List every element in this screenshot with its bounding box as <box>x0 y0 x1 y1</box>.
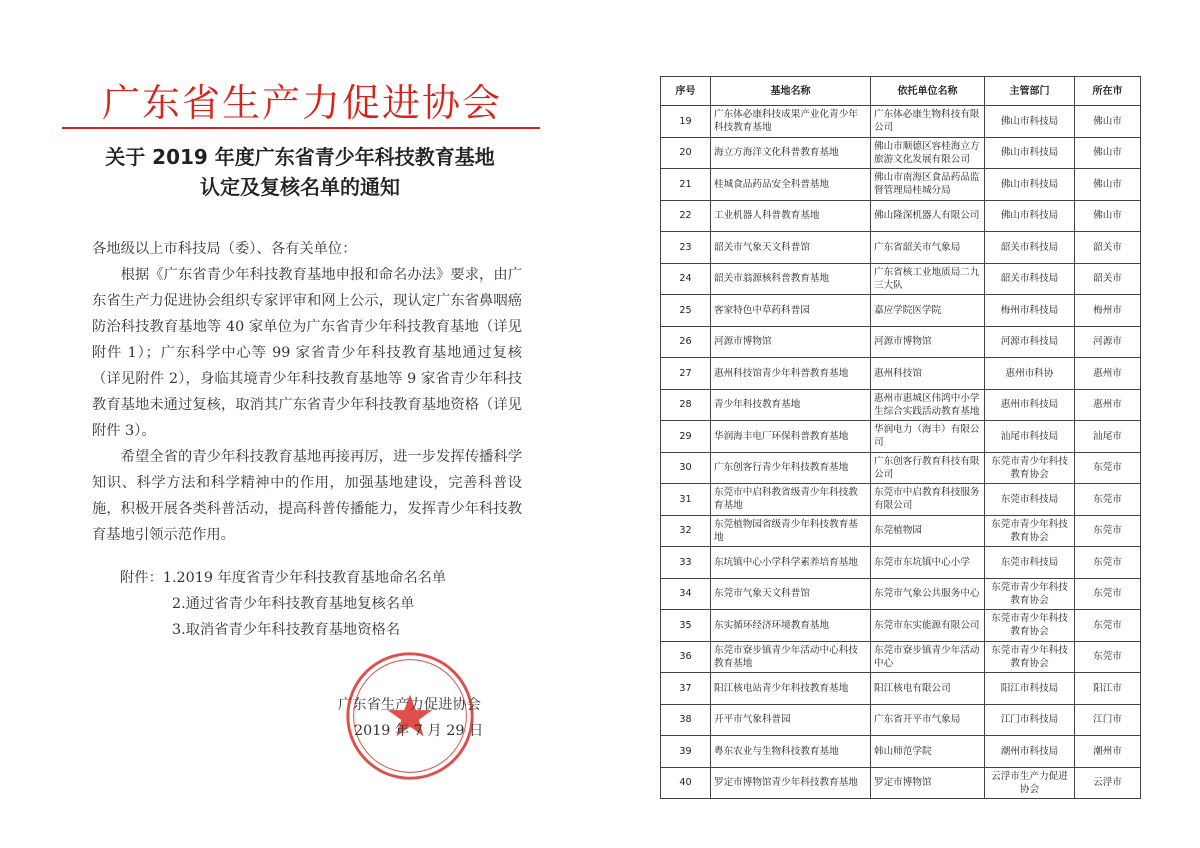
cell-city: 佛山市 <box>1075 169 1141 201</box>
base-list-table <box>660 76 1141 799</box>
cell-department: 江门市科技局 <box>985 704 1075 736</box>
cell-base-name: 韶关市气象天文科普馆 <box>711 232 871 264</box>
cell-host-unit: 佛山市顺德区容桂海立方旅游文化发展有限公司 <box>871 137 985 169</box>
table-row <box>661 263 1141 295</box>
cell-index: 40 <box>661 767 711 799</box>
cell-department: 潮州市科技局 <box>985 736 1075 768</box>
table-row <box>661 736 1141 768</box>
cell-department: 东莞市青少年科技教育协会 <box>985 610 1075 642</box>
cell-city: 韶关市 <box>1075 232 1141 264</box>
cell-index: 37 <box>661 673 711 705</box>
org-header: 广东省生产力促进协会 <box>101 81 502 125</box>
cell-host-unit: 华润电力（海丰）有限公司 <box>871 421 985 453</box>
cell-department: 东莞市青少年科技教育协会 <box>985 515 1075 547</box>
cell-city: 潮州市 <box>1075 736 1141 768</box>
cell-city: 阳江市 <box>1075 673 1141 705</box>
cell-city: 梅州市 <box>1075 295 1141 327</box>
cell-host-unit: 韩山师范学院 <box>871 736 985 768</box>
table-row <box>661 106 1141 138</box>
cell-base-name: 东莞市气象天文科普馆 <box>711 578 871 610</box>
table-row <box>661 673 1141 705</box>
cell-host-unit: 佛山隆深机器人有限公司 <box>871 200 985 232</box>
table-row <box>661 704 1141 736</box>
table-row <box>661 484 1141 516</box>
cell-index: 30 <box>661 452 711 484</box>
cell-city: 江门市 <box>1075 704 1141 736</box>
notice-title <box>80 142 520 202</box>
cell-host-unit: 惠州科技馆 <box>871 358 985 390</box>
table-row <box>661 515 1141 547</box>
paragraph-2: 希望全省的青少年科技教育基地再接再厉，进一步发挥传播科学知识、科学方法和科学精神中的作用，加强基地建设，完善科普设施，积极开展各类科普活动，提高科普传播能力，发挥青少年科技教育基地引领示范作用。 <box>92 449 522 543</box>
list-page <box>600 0 1200 848</box>
header-index: 序号 <box>661 77 711 106</box>
cell-base-name: 韶关市翁源核科普教育基地 <box>711 263 871 295</box>
cell-host-unit: 东莞市中启教育科技服务有限公司 <box>871 484 985 516</box>
table-row <box>661 578 1141 610</box>
sign-date: 2019 年 7 月 29 日 <box>354 723 484 739</box>
attachment-3: 3.取消省青少年科技教育基地资格名 <box>172 622 401 638</box>
cell-department: 惠州市科技局 <box>985 389 1075 421</box>
cell-index: 32 <box>661 515 711 547</box>
table-row <box>661 389 1141 421</box>
cell-base-name: 华润海丰电厂环保科普教育基地 <box>711 421 871 453</box>
sign-org: 广东省生产力促进协会 <box>338 697 481 713</box>
cell-host-unit: 东莞市寮步镇青少年活动中心 <box>871 641 985 673</box>
cell-index: 28 <box>661 389 711 421</box>
cell-index: 27 <box>661 358 711 390</box>
cell-index: 19 <box>661 106 711 138</box>
cell-city: 惠州市 <box>1075 389 1141 421</box>
cell-base-name: 客家特色中草药科普园 <box>711 295 871 327</box>
cell-base-name: 阳江核电站青少年科技教育基地 <box>711 673 871 705</box>
cell-host-unit: 惠州市惠城区伟鸿中小学生综合实践活动教育基地 <box>871 389 985 421</box>
cell-base-name: 青少年科技教育基地 <box>711 389 871 421</box>
cell-index: 36 <box>661 641 711 673</box>
cell-host-unit: 河源市博物馆 <box>871 326 985 358</box>
table-row <box>661 452 1141 484</box>
cell-department: 佛山市科技局 <box>985 106 1075 138</box>
cell-department: 东莞市科技局 <box>985 484 1075 516</box>
cell-city: 韶关市 <box>1075 263 1141 295</box>
cell-department: 汕尾市科技局 <box>985 421 1075 453</box>
header-host-unit: 依托单位名称 <box>871 77 985 106</box>
header-department: 主管部门 <box>985 77 1075 106</box>
attachment-1: 附件：1.2019 年度省青少年科技教育基地命名名单 <box>120 570 447 586</box>
table-row <box>661 200 1141 232</box>
cell-index: 35 <box>661 610 711 642</box>
cell-city: 佛山市 <box>1075 200 1141 232</box>
cell-host-unit: 广东省韶关市气象局 <box>871 232 985 264</box>
table-row <box>661 421 1141 453</box>
cell-base-name: 广东创客行青少年科技教育基地 <box>711 452 871 484</box>
cell-base-name: 东实循环经济环境教育基地 <box>711 610 871 642</box>
cell-city: 东莞市 <box>1075 578 1141 610</box>
cell-index: 39 <box>661 736 711 768</box>
cell-department: 东莞市青少年科技教育协会 <box>985 641 1075 673</box>
cell-host-unit: 东莞植物园 <box>871 515 985 547</box>
cell-base-name: 河源市博物馆 <box>711 326 871 358</box>
cell-host-unit: 广东省核工业地质局二九三大队 <box>871 263 985 295</box>
cell-index: 29 <box>661 421 711 453</box>
cell-department: 梅州市科技局 <box>985 295 1075 327</box>
table-header-row <box>661 77 1141 106</box>
cell-base-name: 开平市气象科普园 <box>711 704 871 736</box>
cell-index: 23 <box>661 232 711 264</box>
cell-host-unit: 阳江核电有限公司 <box>871 673 985 705</box>
table-row <box>661 358 1141 390</box>
cell-base-name: 东莞市寮步镇青少年活动中心科技教育基地 <box>711 641 871 673</box>
cell-host-unit: 东莞市东实能源有限公司 <box>871 610 985 642</box>
cell-city: 东莞市 <box>1075 641 1141 673</box>
cell-host-unit: 广东创客行教育科技有限公司 <box>871 452 985 484</box>
cell-index: 38 <box>661 704 711 736</box>
header-base-name: 基地名称 <box>711 77 871 106</box>
cell-city: 佛山市 <box>1075 106 1141 138</box>
cell-city: 惠州市 <box>1075 358 1141 390</box>
cell-index: 26 <box>661 326 711 358</box>
cell-city: 东莞市 <box>1075 484 1141 516</box>
cell-department: 东莞市青少年科技教育协会 <box>985 452 1075 484</box>
table-row <box>661 547 1141 579</box>
cell-index: 22 <box>661 200 711 232</box>
cell-department: 东莞市科技局 <box>985 547 1075 579</box>
table-row <box>661 767 1141 799</box>
cell-base-name: 桂城食品药品安全科普基地 <box>711 169 871 201</box>
cell-host-unit: 佛山市南海区食品药品监督管理局桂城分局 <box>871 169 985 201</box>
cell-host-unit: 广东体必康生物科技有限公司 <box>871 106 985 138</box>
cell-city: 东莞市 <box>1075 547 1141 579</box>
cell-base-name: 粤东农业与生物科技教育基地 <box>711 736 871 768</box>
table-row <box>661 169 1141 201</box>
signature-block <box>330 692 530 744</box>
title-line-2: 认定及复核名单的通知 <box>200 175 400 199</box>
table-body <box>661 106 1141 799</box>
paragraph-1: 根据《广东省青少年科技教育基地申报和命名办法》要求，由广东省生产力促进协会组织专家评审和网上公示，现认定广东省鼻咽癌防治科技教育基地等 40 家单位为广东省青少年科技教育基地（详见附件 1）；广东科学中心等 99 家省青少年科技教育基地通过复核（详见附件 2），身临其境青少年科技教育基地等 9 家省青少年科技教育基地未通过复核，取消其广东省青少年科技教育基地资格（详见附件 3）。 <box>92 267 522 439</box>
cell-department: 惠州市科协 <box>985 358 1075 390</box>
cell-department: 东莞市青少年科技教育协会 <box>985 578 1075 610</box>
notice-body <box>92 236 522 548</box>
cell-index: 21 <box>661 169 711 201</box>
cell-city: 东莞市 <box>1075 515 1141 547</box>
table-row <box>661 295 1141 327</box>
cell-city: 河源市 <box>1075 326 1141 358</box>
cell-department: 佛山市科技局 <box>985 137 1075 169</box>
header-city: 所在市 <box>1075 77 1141 106</box>
cell-index: 24 <box>661 263 711 295</box>
cell-city: 东莞市 <box>1075 452 1141 484</box>
cell-host-unit: 东莞市气象公共服务中心 <box>871 578 985 610</box>
cell-city: 佛山市 <box>1075 137 1141 169</box>
cell-department: 阳江市科技局 <box>985 673 1075 705</box>
cell-department: 韶关市科技局 <box>985 263 1075 295</box>
table-row <box>661 641 1141 673</box>
cell-base-name: 东莞植物园省级青少年科技教育基地 <box>711 515 871 547</box>
cell-base-name: 工业机器人科普教育基地 <box>711 200 871 232</box>
cell-host-unit: 罗定市博物馆 <box>871 767 985 799</box>
cell-city: 东莞市 <box>1075 610 1141 642</box>
cell-base-name: 罗定市博物馆青少年科技教育基地 <box>711 767 871 799</box>
title-line-1: 关于 2019 年度广东省青少年科技教育基地 <box>105 145 495 169</box>
cell-index: 33 <box>661 547 711 579</box>
cell-base-name: 东坑镇中心小学科学素养培育基地 <box>711 547 871 579</box>
cell-base-name: 广东体必康科技成果产业化青少年科技教育基地 <box>711 106 871 138</box>
table-row <box>661 232 1141 264</box>
table-row <box>661 137 1141 169</box>
cell-department: 河源市科技局 <box>985 326 1075 358</box>
cell-base-name: 东莞市中启科教省级青少年科技教育基地 <box>711 484 871 516</box>
cell-department: 云浮市生产力促进协会 <box>985 767 1075 799</box>
cell-host-unit: 广东省开平市气象局 <box>871 704 985 736</box>
cell-department: 佛山市科技局 <box>985 200 1075 232</box>
cell-department: 佛山市科技局 <box>985 169 1075 201</box>
cell-index: 20 <box>661 137 711 169</box>
cell-base-name: 海立方海洋文化科普教育基地 <box>711 137 871 169</box>
header-divider <box>62 127 540 129</box>
cell-host-unit: 嘉应学院医学院 <box>871 295 985 327</box>
cell-index: 25 <box>661 295 711 327</box>
salutation: 各地级以上市科技局（委）、各有关单位： <box>92 241 357 257</box>
cell-host-unit: 东莞市东坑镇中心小学 <box>871 547 985 579</box>
cell-base-name: 惠州科技馆青少年科普教育基地 <box>711 358 871 390</box>
attachments <box>92 565 522 643</box>
cell-department: 韶关市科技局 <box>985 232 1075 264</box>
cell-index: 34 <box>661 578 711 610</box>
table-row <box>661 610 1141 642</box>
attachment-2: 2.通过省青少年科技教育基地复核名单 <box>172 596 415 612</box>
cell-city: 汕尾市 <box>1075 421 1141 453</box>
table-row <box>661 326 1141 358</box>
cell-index: 31 <box>661 484 711 516</box>
cell-city: 云浮市 <box>1075 767 1141 799</box>
